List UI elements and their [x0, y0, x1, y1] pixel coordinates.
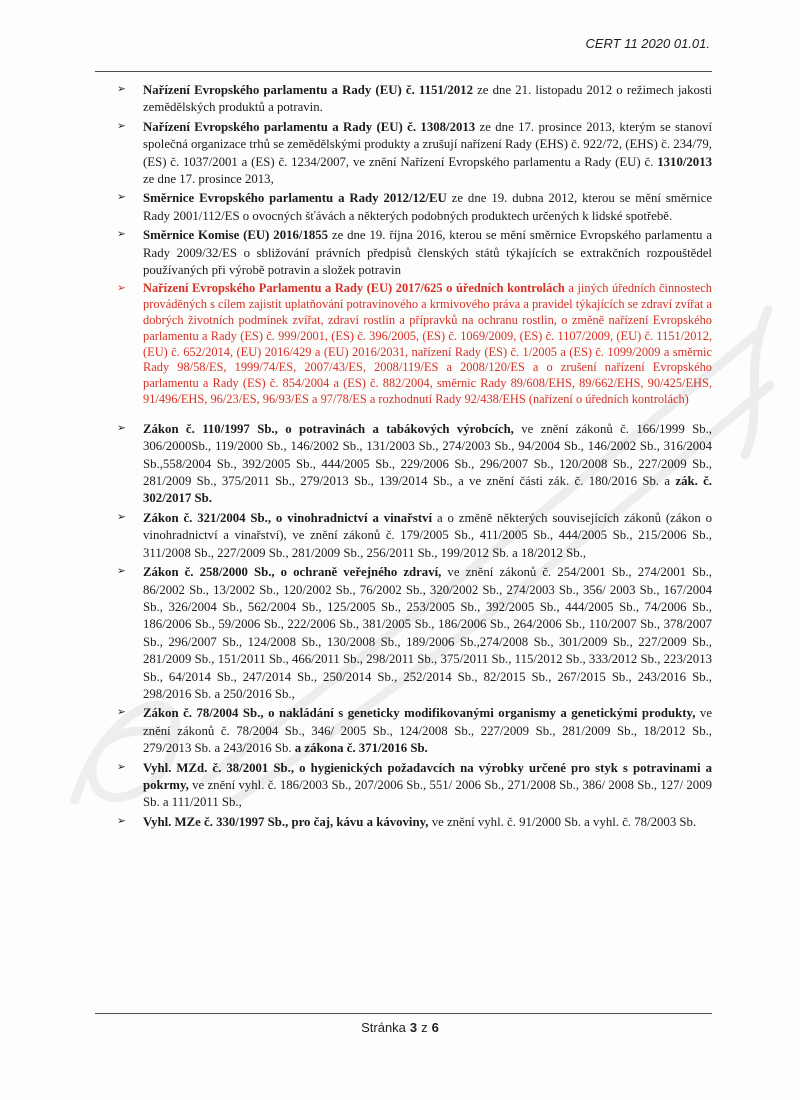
list-item-text: [143, 706, 712, 755]
list-item-text: [143, 565, 712, 701]
arrow-bullet-icon: ➢: [117, 119, 126, 132]
item-title-segment: Nařízení Evropského Parlamentu a Rady (EU) 2017/625 o úředních kontrolách: [143, 281, 565, 296]
arrow-bullet-icon: ➢: [117, 421, 126, 434]
list-item-text: [143, 815, 696, 829]
arrow-bullet-icon: ➢: [117, 510, 126, 523]
item-title-segment: zák. č. 302/2017 Sb.: [143, 474, 712, 506]
watermark-stroke: [745, 310, 768, 455]
item-title-segment: Nařízení Evropského parlamentu a Rady (EU) č. 1308/2013: [143, 119, 476, 134]
item-title-segment: Zákon č. 321/2004 Sb., o vinohradnictví a vinařství: [143, 510, 433, 525]
list-item: [95, 705, 712, 757]
footer-page-total: 6: [431, 1020, 439, 1035]
list-item: [95, 82, 712, 117]
item-body-segment: ve znění zákonů č. 78/2004 Sb., 346/ 2005 Sb., 124/2008 Sb., 227/2009 Sb., 281/2009 Sb., 18/2012 Sb., 279/2013 Sb. a 243/2016 Sb.: [143, 706, 712, 756]
list-item-text: [143, 422, 712, 506]
list-item: [95, 421, 712, 508]
item-body-segment: ve znění zákonů č. 166/1999 Sb., 306/2000Sb., 119/2000 Sb., 146/2002 Sb., 131/2003 Sb., 274/2003 Sb., 94/2004 Sb., 146/2002 Sb., 316/2004 Sb.,558/2004 Sb., 392/2005 Sb., 444/2005 Sb., 229/2006 Sb., 296/2007 Sb., 120/2008 Sb., 227/2009 Sb., 281/2009 Sb., 375/2011 Sb., 279/2013 Sb., 139/2014 Sb., a ve znění části zák. č. 180/2016 Sb. a: [143, 421, 712, 489]
footer-divider: [95, 1013, 712, 1014]
list-item: [95, 564, 712, 703]
item-body-segment: ve znění zákonů č. 254/2001 Sb., 274/2001 Sb., 86/2002 Sb., 13/2002 Sb., 120/2002 Sb., 76/2002 Sb., 320/2002 Sb., 274/2003 Sb., 356/ 2003 Sb., 167/2004 Sb., 326/2004 Sb., 562/2004 Sb., 125/2005 Sb., 253/2005 Sb., 392/2005 Sb., 444/2005 Sb., 74/2006 Sb., 186/2006 Sb., 59/2006 Sb., 222/2006 Sb., 381/2005 Sb., 186/2006 Sb., 264/2006 Sb., 110/2007 Sb., 378/2007 Sb., 296/2007 Sb., 124/2008 Sb., 130/2008 Sb., 189/2006 Sb.,274/2008 Sb., 301/2009 Sb., 227/2009 Sb., 281/2009 Sb., 151/2011 Sb., 466/2011 Sb., 298/2011 Sb., 375/2011 Sb., 115/2012 Sb., 333/2012 Sb., 223/2013 Sb., 64/2014 Sb., 247/2014 Sb., 250/2014 Sb., 252/2014 Sb., 82/2015 Sb., 267/2015 Sb., 243/2016 Sb., 298/2016 Sb. a 250/2016 Sb.,: [143, 565, 713, 701]
item-body-segment: ve znění vyhl. č. 186/2003 Sb., 207/2006 Sb., 551/ 2006 Sb., 271/2008 Sb., 386/ 2008 Sb., 127/ 2009 Sb. a 111/2011 Sb.,: [143, 777, 712, 810]
regulation-list: [95, 82, 712, 833]
item-body-segment: a jiných úředních činnostech prováděných s cílem zajistit uplatňování potravinového a krmivového práva a pravidel týkajících se zdraví zvířat a dobrých životních podmínek zvířat, zdraví rostlin a přípravků na ochranu rostlin, o změně nařízení Evropského parlamentu a Rady (ES) č. 999/2001, (ES) č. 396/2005, (ES) č. 1069/2009, (ES) č. 1107/2009, (EU) č. 1151/2012, (EU) č. 652/2014, (EU) 2016/429 a (EU) 2016/2031, nařízení Rady (ES) č. 1/2005 a (ES) č. 1099/2009 a směrnic Rady 98/58/ES, 1999/74/ES, 2007/43/ES, 2008/119/ES a 2008/120/ES a o zrušení nařízení Evropského parlamentu a Rady (ES) č. 854/2004 a (ES) č. 882/2004, směrnic Rady 89/608/EHS, 89/662/EHS, 90/425/EHS, 91/496/EHS, 96/23/ES, 96/93/ES a 97/78/ES a rozhodnutí Rady 92/438/EHS (nařízení o úředních kontrolách): [143, 281, 712, 407]
list-item-text: [143, 281, 712, 406]
item-title-segment: Vyhl. MZe č. 330/1997 Sb., pro čaj, kávu a kávoviny,: [143, 814, 429, 829]
list-item-text: [143, 511, 712, 560]
header-divider: [95, 71, 712, 72]
list-item: [95, 814, 712, 831]
item-body-segment: ze dne 21. listopadu 2012 o režimech jakosti zemědělských produktů a potravin.: [143, 83, 712, 115]
arrow-bullet-icon: ➢: [117, 228, 126, 241]
list-item-text: [143, 191, 712, 222]
list-item-text: [143, 83, 712, 114]
item-body-segment: a o změně některých souvisejících zákonů (zákon o vinohradnictví a vinařství), ve znění zákonů č. 179/2005 Sb., 411/2005 Sb., 444/2005 Sb., 215/2006 Sb., 311/2008 Sb., 227/2009 Sb., 281/2009 Sb., 256/2011 Sb., 199/2012 Sb. a 18/2012 Sb.,: [143, 510, 712, 560]
page-number: [0, 1020, 800, 1035]
list-item: [95, 190, 712, 225]
item-title-segment: a zákona č. 371/2016 Sb.: [294, 741, 428, 756]
document-code: CERT 11 2020 01.01.: [585, 36, 710, 51]
item-body-segment: ze dne 19. dubna 2012, kterou se mění směrnice Rady 2001/112/ES o ovocných šťávách a některých podobných produktech určených k lidské spotřebě.: [143, 191, 712, 223]
list-item-text: [143, 761, 712, 810]
arrow-bullet-icon: ➢: [117, 282, 126, 295]
list-item: [95, 227, 712, 279]
list-item: [95, 281, 712, 407]
item-title-segment: Směrnice Evropského parlamentu a Rady 2012/12/EU: [143, 191, 447, 206]
arrow-bullet-icon: ➢: [117, 814, 126, 827]
item-body-segment: ze dne 17. prosince 2013, kterým se stanoví společná organizace trhů se zemědělskými produkty a zrušují nařízení Rady (EHS) č. 922/72, (EHS) č. 234/79, (ES) č. 1037/2001 a (ES) č. 1234/2007, ve znění Nařízení Evropského parlamentu a Rady (EU) č.: [143, 119, 712, 169]
item-body-segment: ve znění vyhl. č. 91/2000 Sb. a vyhl. č. 78/2003 Sb.: [428, 814, 697, 829]
item-title-segment: Nařízení Evropského parlamentu a Rady (EU) č. 1151/2012: [143, 83, 473, 97]
arrow-bullet-icon: ➢: [117, 760, 126, 773]
list-item-text: [143, 120, 712, 186]
arrow-bullet-icon: ➢: [117, 191, 126, 204]
item-title-segment: Zákon č. 78/2004 Sb., o nakládání s geneticky modifikovanými organismy a genetickými produkty,: [143, 706, 696, 721]
item-title-segment: Vyhl. MZd. č. 38/2001 Sb., o hygienických požadavcích na výrobky určené pro styk s potravinami a pokrmy,: [143, 760, 712, 792]
arrow-bullet-icon: ➢: [117, 565, 126, 578]
item-body-segment: ze dne 19. října 2016, kterou se mění směrnice Evropského parlamentu a Rady 2009/32/ES o sbližování právních předpisů členských států týkajících se extrakčních rozpouštědel používaných při výrobě potravin a složek potravin: [143, 228, 712, 278]
list-item: [95, 510, 712, 562]
list-item: [95, 760, 712, 812]
arrow-bullet-icon: ➢: [117, 83, 126, 95]
footer-prefix: Stránka: [361, 1020, 406, 1035]
arrow-bullet-icon: ➢: [117, 706, 126, 719]
list-item-text: [143, 228, 712, 277]
item-title-segment: Zákon č. 110/1997 Sb., o potravinách a tabákových výrobcích,: [143, 421, 514, 436]
item-title-segment: Směrnice Komise (EU) 2016/1855: [143, 228, 329, 243]
list-item: [95, 119, 712, 189]
footer-of: z: [421, 1020, 428, 1035]
footer-page-current: 3: [409, 1020, 418, 1035]
item-title-segment: 1310/2013: [657, 154, 712, 169]
item-title-segment: Zákon č. 258/2000 Sb., o ochraně veřejného zdraví,: [143, 565, 442, 580]
item-body-segment: ze dne 17. prosince 2013,: [143, 172, 274, 187]
